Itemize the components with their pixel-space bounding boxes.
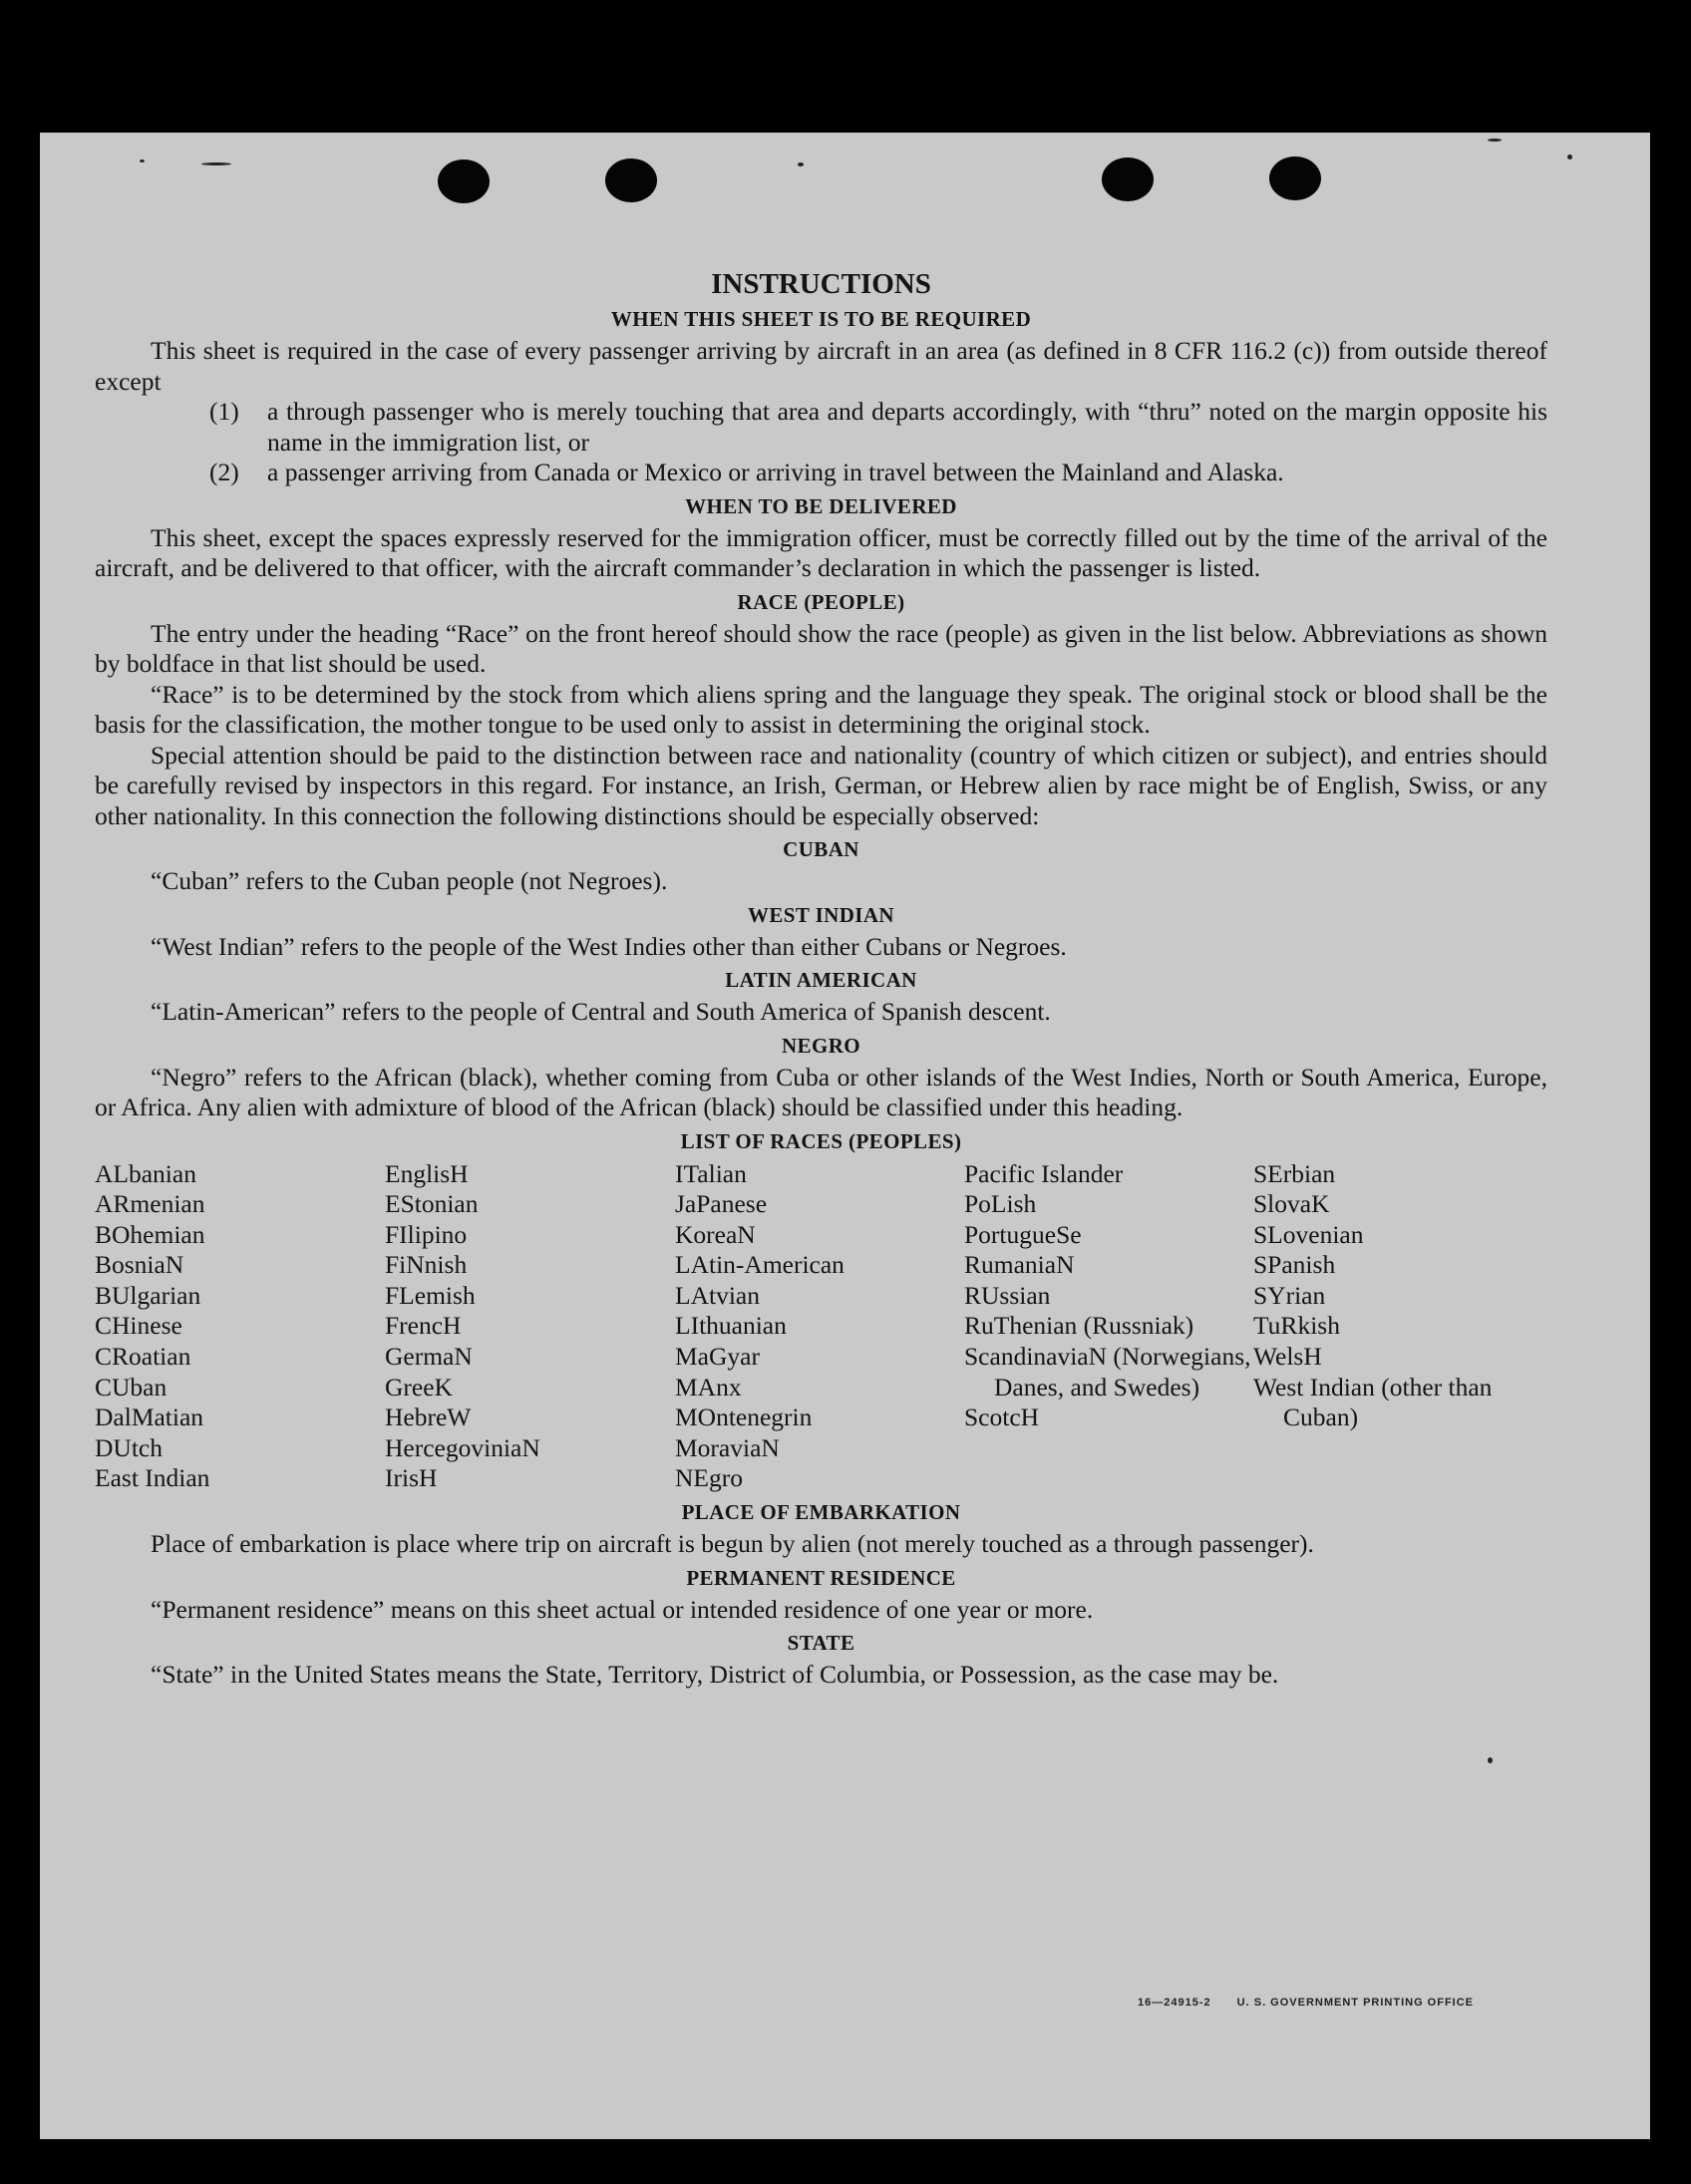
race-entry: CUban [95,1372,168,1402]
race-entry: ITalian [675,1158,747,1188]
race-entry: KoreaN [675,1219,756,1249]
heading-negro: NEGRO [781,1033,860,1058]
race-entry: DUtch [95,1432,163,1462]
race-entry: GreeK [385,1372,453,1402]
race-entry: CRoatian [95,1342,191,1372]
exception-text: a passenger arriving from Canada or Mexico or arriving in travel between the Mainland and Alaska. [267,458,1284,486]
speck [1488,139,1502,142]
race-paragraph-2: “Race” is to be determined by the stock from which aliens spring and the language they speak. The original stock or blood shall be the basis for the classification, the mother tongue to be used only to assist in determining the original stock. [95,679,1547,739]
race-entry: RUssian [964,1280,1051,1310]
exception-item [209,397,1547,458]
race-entry: WelsH [1253,1342,1322,1372]
speck [140,159,145,162]
embarkation-text: Place of embarkation is place where trip on aircraft is begun by alien (not merely touched as a through passenger). [151,1529,1314,1559]
race-paragraph-3: Special attention should be paid to the distinction between race and nationality (country of which citizen or subject), and entries should be carefully revised by inspectors in this regard. For instance, an Irish, German, or Hebrew alien by race might be of English, Swiss, or any other nationality. In this connection the following distinctions should be especially observed: [95,740,1547,830]
race-entry: FiNnish [385,1250,468,1280]
race-entry: RuThenian (Russniak) [964,1311,1194,1341]
required-intro: This sheet is required in the case of every passenger arriving by aircraft in an area (as defined in 8 CFR 116.2 (c)) from outside thereof except [95,336,1547,396]
race-entry: JaPanese [675,1189,768,1219]
race-entry: PortugueSe [964,1219,1082,1249]
speck [1488,1757,1493,1763]
races-list [95,1159,1547,1495]
race-entry: FIlipino [385,1219,468,1249]
race-paragraph-1: The entry under the heading “Race” on the front hereof should show the race (people) as given in the list below. Abbreviations as shown by boldface in that list should be used. [95,618,1547,678]
form-number: 16—24915-2 [1138,1997,1211,2009]
west-indian-text: “West Indian” refers to the people of the West Indies other than either Cubans or Negroes. [151,931,1067,961]
race-entry: EStonian [385,1189,479,1219]
race-entry: SPanish [1253,1250,1336,1280]
race-entry: MaGyar [675,1342,760,1372]
race-entry: LAtvian [675,1280,760,1310]
heading-west-indian: WEST INDIAN [748,902,894,927]
races-column [95,1159,385,1495]
race-entry: ScandinaviaN (Norwegians, Danes, and Swedes) [964,1342,1251,1402]
exception-text: a through passenger who is merely touching that area and departs accordingly, with “thru” noted on the margin opposite his name in the immigration list, or [267,397,1547,457]
instructions-title: INSTRUCTIONS [711,268,931,300]
heading-when-required: WHEN THIS SHEET IS TO BE REQUIRED [610,307,1032,331]
heading-permanent-residence: PERMANENT RESIDENCE [686,1565,956,1590]
exception-number: (2) [209,458,239,486]
race-entry: ARmenian [95,1189,205,1219]
race-entry: BOhemian [95,1219,205,1249]
races-column [675,1159,964,1495]
punch-hole [605,158,657,202]
negro-text: “Negro” refers to the African (black), whether coming from Cuba or other islands of the West Indies, North or South America, Europe, or Africa. Any alien with admixture of blood of the African (black) should be classified under this heading. [95,1062,1547,1121]
latin-american-text: “Latin-American” refers to the people of Central and South America of Spanish descent. [151,997,1051,1026]
race-entry: LIthuanian [675,1311,787,1341]
race-entry: SErbian [1253,1158,1336,1188]
punch-hole [1102,157,1154,201]
race-entry: SLovenian [1253,1219,1364,1249]
form-sheet [40,133,1650,2139]
races-column [385,1159,675,1495]
race-entry: SlovaK [1253,1189,1330,1219]
cuban-text: “Cuban” refers to the Cuban people (not Negroes). [151,866,668,895]
race-entry: FLemish [385,1280,476,1310]
state-text: “State” in the United States means the State, Territory, District of Columbia, or Possession, as the case may be. [151,1660,1279,1690]
race-entry: FrencH [385,1311,462,1341]
speck [798,162,804,166]
race-entry: RumaniaN [964,1250,1075,1280]
heading-cuban: CUBAN [783,837,859,861]
residence-text: “Permanent residence” means on this sheet actual or intended residence of one year or more. [151,1594,1094,1624]
punch-hole [1269,156,1321,200]
race-entry: MAnx [675,1372,742,1402]
race-entry: East Indian [95,1463,210,1493]
speck [1567,155,1572,159]
race-entry: LAtin-American [675,1250,845,1280]
punch-hole [438,159,490,203]
exception-item [209,458,1547,488]
race-entry: DalMatian [95,1403,204,1432]
races-column [964,1159,1253,1495]
race-entry: TuRkish [1253,1311,1340,1341]
race-entry: Pacific Islander [964,1158,1124,1188]
printer-name: U. S. GOVERNMENT PRINTING OFFICE [1236,1997,1475,2009]
race-entry: CHinese [95,1311,182,1341]
races-column [1253,1159,1513,1495]
race-entry: West Indian (other than Cuban) [1253,1372,1493,1432]
race-entry: ScotcH [964,1403,1040,1432]
race-entry: EnglisH [385,1158,469,1188]
race-entry: PoLish [964,1189,1037,1219]
race-entry: HercegoviniaN [385,1432,540,1462]
heading-list-of-races: LIST OF RACES (PEOPLES) [680,1128,962,1153]
printer-imprint [1138,1997,1496,2009]
race-entry: BUlgarian [95,1280,201,1310]
heading-when-delivered: WHEN TO BE DELIVERED [685,493,957,518]
delivered-text: This sheet, except the spaces expressly reserved for the immigration officer, must be correctly filled out by the time of the arrival of the aircraft, and be delivered to that officer, with the aircraft commander’s declaration in which the passenger is listed. [95,522,1547,582]
race-entry: NEgro [675,1463,743,1493]
race-entry: SYrian [1253,1280,1326,1310]
heading-latin-american: LATIN AMERICAN [725,968,917,992]
race-entry: IrisH [385,1463,438,1493]
speck [201,162,231,165]
heading-race: RACE (PEOPLE) [737,589,905,614]
race-entry: HebreW [385,1403,472,1432]
race-entry: ALbanian [95,1158,196,1188]
race-entry: MOntenegrin [675,1403,813,1432]
heading-state: STATE [787,1631,855,1656]
race-entry: BosniaN [95,1250,184,1280]
race-entry: GermaN [385,1342,473,1372]
heading-place-of-embarkation: PLACE OF EMBARKATION [681,1500,961,1525]
race-entry: MoraviaN [675,1432,780,1462]
exception-number: (1) [209,397,239,426]
instructions-body [95,267,1547,1691]
